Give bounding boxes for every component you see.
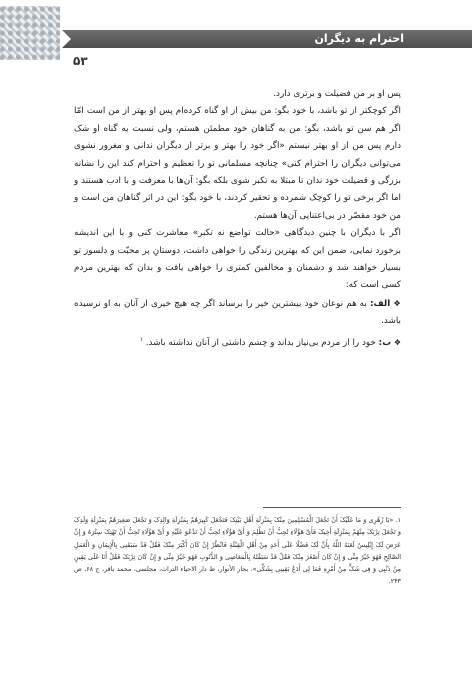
bullet-label: ب: bbox=[378, 337, 392, 348]
bullet-text: به هم نوعان خود بیشترین خیر را برساند اگر چه هیچ خیری از آنان به او نرسیده باشد. bbox=[74, 298, 401, 327]
bullet-item-be bbox=[74, 331, 401, 352]
footnote-reference[interactable]: ۱ bbox=[139, 335, 143, 343]
running-header-title: احترام به دیگران bbox=[314, 32, 404, 45]
body-text bbox=[74, 86, 401, 352]
footnote-divider bbox=[263, 507, 401, 508]
paragraph-2: اگر کوچکتر از تو باشد، با خود بگو: من بیش از او گناه کرده‌ام پس او بهتر از من است امّا اگر هم سن تو باشد، بگو: من به گناهان خود مطمئن هستم، ولی نسبت به گناه او شک دارم پس من از او بهتر نیستم «اگر خود را بهتر و برتر از دیگران ندانی و مغرور نشوی می‌توانی دیگران را احترام کنی» چنانچه مسلمانی تو را تعظیم و احترام کند این را نشانه بزرگی و فضیلت خود ندان تا مبتلا به تکبر شوی بلکه بگو: آن‌ها با معرفت و با ادب هستند و اما اگر برخی تو را کوچک شمرده و تحقیر کردند، با خود بگو: این در اثر گناهان من است و من خود مقصّر در بی‌اعتنایی آن‌ها هستم. bbox=[74, 106, 401, 221]
bullet-marker: ❖ bbox=[393, 337, 401, 347]
footnote: ۱. «یَا زُهْرِی وَ مَا عَلَیْکَ أَنْ تَجْعَلَ الْمُسْلِمِینَ مِنْکَ بِمَنْزِلَةِ أَهْلِ بَیْتِکَ فَتَجْعَلَ کَبِیرَهُمْ بِمَنْزِلَةِ وَالِدِکَ وَ تَجْعَلَ صَغِیرَهُمْ بِمَنْزِلَةِ وَلَدِکَ وَ تَجْعَلَ تِرْبَکَ مِنْهُمْ بِمَنْزِلَةِ أَخِیکَ فَأَیَّ هَؤُلَاءِ تُحِبُّ أَنْ تَظْلِمَ وَ أَیَّ هَؤُلَاءِ تُحِبُّ أَنْ تَدْعُوَ عَلَیْهِ وَ أَیَّ هَؤُلَاءِ تُحِبُّ أَنْ تَهْتِکَ سِتْرَهُ وَ إِنْ عَرَضَ لَکَ إِبْلِیسُ لَعَنَهُ اللَّهُ بِأَنَّ لَکَ فَضْلًا عَلَی أَحَدٍ مِنْ أَهْلِ الْقِبْلَةِ فَانْظُرْ إِنْ کَانَ أَکْبَرَ مِنْکَ فَقُلْ قَدْ سَبَقَنِی بِالْإِیمَانِ وَ الْعَمَلِ الصَّالِحِ فَهُوَ خَیْرٌ مِنِّی وَ إِنْ کَانَ أَصْغَرَ مِنْکَ فَقُلْ قَدْ سَبَقْتُهُ بِالْمَعَاصِی وَ الذُّنُوبِ فَهُوَ خَیْرٌ مِنِّی وَ إِنْ کَانَ تِرْبَکَ فَقُلْ أَنَا عَلَی یَقِینٍ مِنْ ذَنْبِی وَ فِی شَکٍّ مِنْ أَمْرِهِ فَمَا لِی أَدَعُ یَقِینِی بِشَکِّی». بحار الأنوار، ط دار الاحیاء التراث، مجلسی، محمد باقر، ج ۶۸، ص ۲۴۳. bbox=[74, 516, 401, 586]
paragraph-1: پس او بر من فضیلت و برتری دارد. bbox=[273, 89, 401, 99]
bullet-text: خود را از مردم بی‌نیاز بداند و چشم داشتی از آنان نداشته باشد. bbox=[145, 337, 376, 348]
paragraph-3: اگر با دیگران با چنین دیدگاهی «حالت تواضع نه تکبر» معاشرت کنی و با این اندیشه برخورد نمایی، ضمن این که بهترین زندگی را خواهی داشت، دوستانِ پر محبّت و دلسوز تو بسیار خواهند شد و دشمنان و مخالفین کمتری را خواهی یافت و بدان که بهترین مردم کسی است که: bbox=[74, 228, 401, 291]
bullet-label: الف: bbox=[369, 298, 391, 309]
bullet-marker: ❖ bbox=[393, 298, 402, 308]
bullet-item-alef bbox=[74, 295, 401, 331]
header-notch bbox=[62, 30, 71, 48]
page-number: ۵۳ bbox=[73, 54, 88, 68]
header-band bbox=[62, 30, 472, 48]
decorative-ornament bbox=[0, 6, 60, 60]
